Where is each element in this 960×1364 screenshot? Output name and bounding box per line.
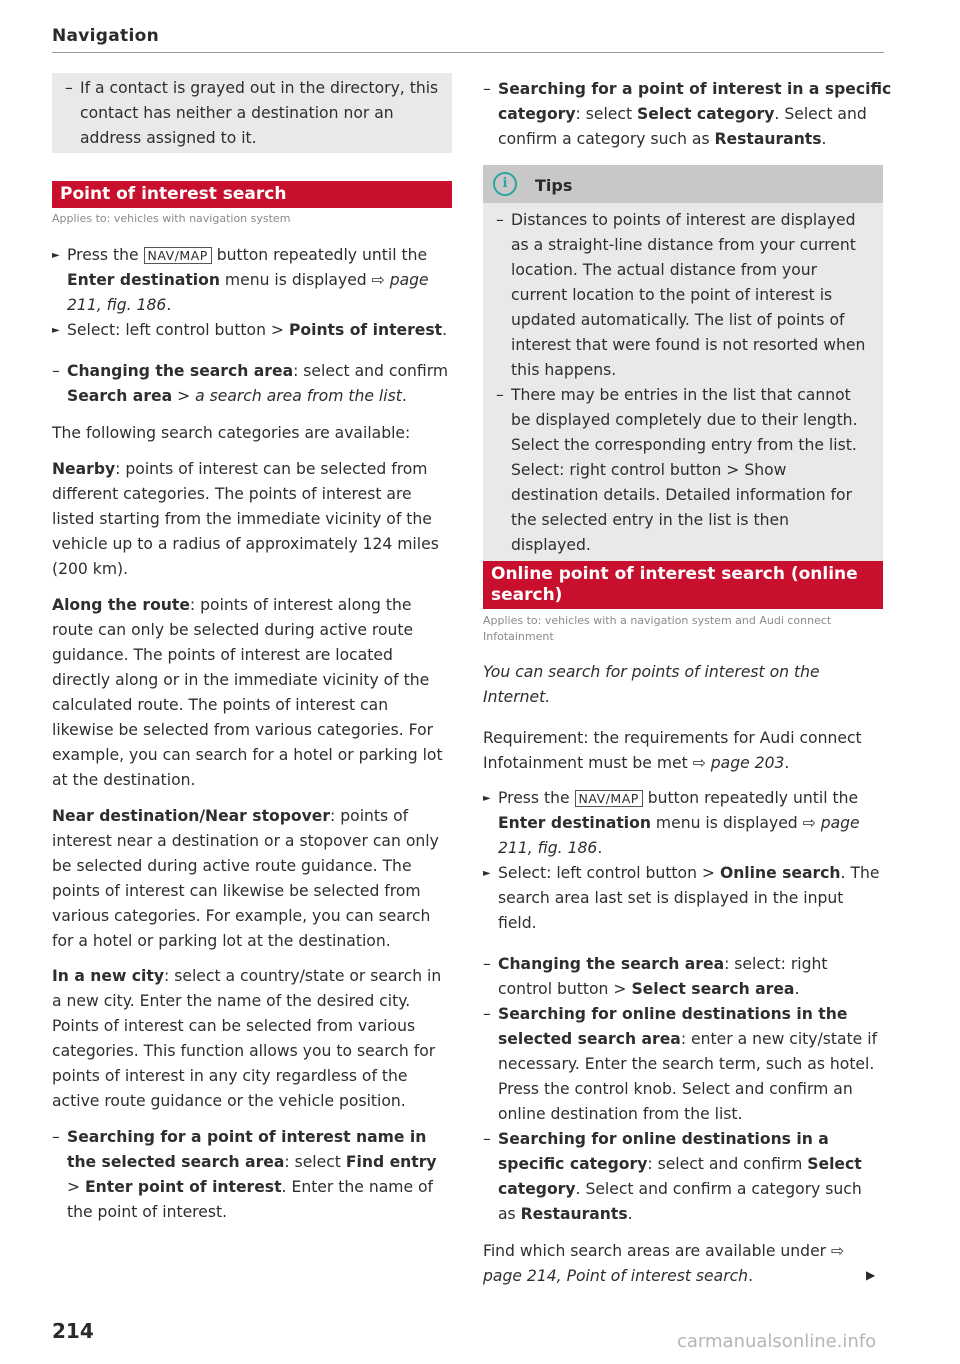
tips-label: Tips	[535, 176, 573, 195]
online-intro: You can search for points of interest on the Internet.	[483, 663, 820, 706]
nav-map-key: NAV/MAP	[144, 247, 212, 264]
nav-map-key: NAV/MAP	[575, 790, 643, 807]
page-reference-link[interactable]: ⇨ page 214, Point of interest search	[483, 1242, 845, 1285]
online-search-destinations: – Searching for online destinations in the selected search area: enter a new city/state if necessary. Enter the search term, such as hotel. Press the control knob. Select and confirm an online destination from the list.	[483, 1002, 883, 1127]
online-changing-search-area: – Changing the search area: select: right control button > Select search area.	[483, 952, 883, 1002]
find-search-areas: Find which search areas are available under ⇨ page 214, Point of interest search.	[483, 1242, 845, 1285]
search-poi-name: – Searching for a point of interest name in the selected search area: select Find entry > Enter point of interest. Enter the name of the point of interest.	[52, 1125, 452, 1225]
tips-header	[483, 165, 883, 203]
grayed-contact-note	[52, 73, 452, 153]
header-rule	[52, 52, 884, 53]
tip-item: – There may be entries in the list that cannot be displayed completely due to their length. Select the corresponding entry from the list. Select: right control button > Show destination details. Detailed information for the selected entry in the list is then displayed.	[496, 383, 867, 558]
note-text: – If a contact is grayed out in the directory, this contact has neither a destination nor an address assigned to it.	[65, 76, 442, 151]
step-press-nav-map: ► Press the NAV/MAP button repeatedly until the Enter destination menu is displayed ⇨ page 211, fig. 186.	[52, 243, 452, 318]
section-title-online-poi-search: Online point of interest search (online search)	[483, 561, 883, 609]
requirement: Requirement: the requirements for Audi connect Infotainment must be met ⇨ page 203.	[483, 729, 862, 772]
page-header-title: Navigation	[52, 26, 159, 46]
category-new-city: In a new city: select a country/state or search in a new city. Enter the name of the desired city. Points of interest can be selected from various categories. This function allows you to search for points of interest in any city regardless of the active route guidance or the vehicle position.	[52, 967, 442, 1110]
applies-to-online: Applies to: vehicles with a navigation system and Audi connect Infotainment	[483, 614, 832, 643]
step-select-online-search: ► Select: left control button > Online search. The search area last set is displayed in the input field.	[483, 861, 883, 936]
category-near-destination: Near destination/Near stopover: points of interest near a destination or a stopover can only be selected during active route guidance. The points of interest can likewise be selected from various categories. For example, you can search for a hotel or parking lot at the destination.	[52, 807, 439, 950]
tips-body	[483, 203, 883, 561]
applies-to: Applies to: vehicles with navigation system	[52, 212, 291, 225]
page-number: 214	[52, 1319, 94, 1343]
continue-arrow-icon: ▶	[866, 1268, 876, 1282]
watermark: carmanualsonline.info	[677, 1331, 877, 1352]
page-reference-link[interactable]: ⇨ page 211, fig. 186	[498, 814, 860, 857]
step-select-points-of-interest: ► Select: left control button > Points of interest.	[52, 318, 452, 343]
categories-intro: The following search categories are available:	[52, 424, 411, 442]
changing-search-area: – Changing the search area: select and confirm Search area > a search area from the list.	[52, 359, 452, 409]
tip-item: – Distances to points of interest are displayed as a straight-line distance from your current location. The actual distance from your current location to the point of interest is updated automatically. The list of points of interest that were found is not resorted when this happens.	[496, 208, 867, 383]
page-reference-link[interactable]: ⇨ page 211, fig. 186	[67, 271, 429, 314]
online-search-category: – Searching for online destinations in a specific category: select and confirm Select category. Select and confirm a category such as Restaurants.	[483, 1127, 883, 1227]
page-reference-link[interactable]: ⇨ page 203	[692, 754, 785, 772]
category-nearby: Nearby: points of interest can be selected from different categories. The points of interest are listed starting from the immediate vicinity of the vehicle up to a radius of approximately 124 miles (200 km).	[52, 460, 439, 578]
info-circle-icon: i	[493, 172, 517, 196]
section-title-poi-search: Point of interest search	[52, 181, 452, 208]
tips-box	[483, 165, 883, 561]
category-along-route: Along the route: points of interest along the route can only be selected during active route guidance. The points of interest are located directly along or in the immediate vicinity of the calculated route. The points of interest can likewise be selected from various categories. For example, you can search for a hotel or parking lot at the destination.	[52, 596, 443, 789]
search-poi-category: – Searching for a point of interest in a specific category: select Select category. Select and confirm a category such as Restaurants.	[483, 77, 898, 152]
step-press-nav-map-online: ► Press the NAV/MAP button repeatedly until the Enter destination menu is displayed ⇨ page 211, fig. 186.	[483, 786, 883, 861]
